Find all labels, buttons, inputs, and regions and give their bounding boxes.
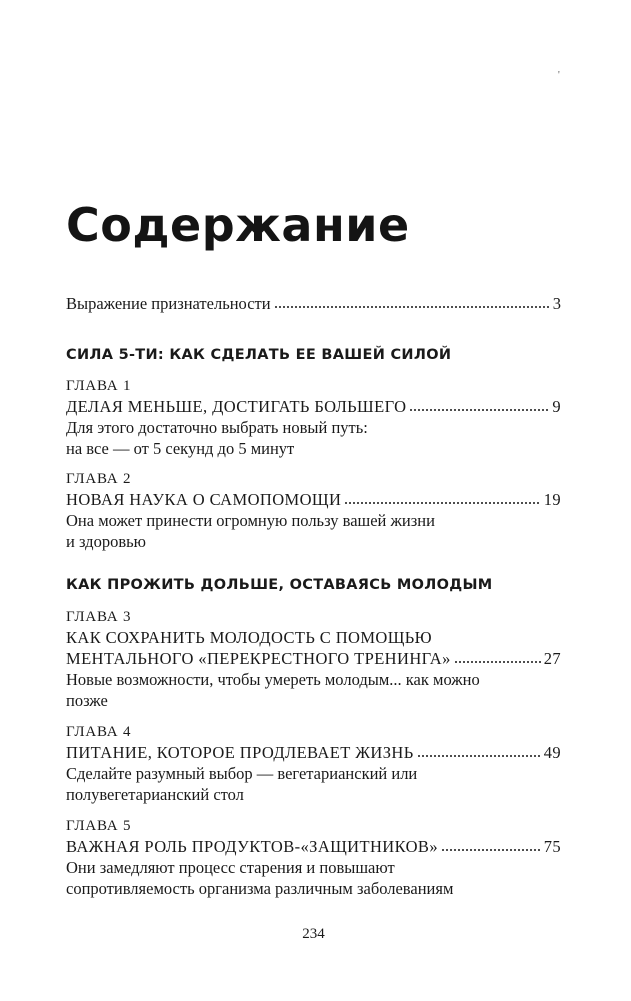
section-heading: КАК ПРОЖИТЬ ДОЛЬШЕ, ОСТАВАЯСЬ МОЛОДЫМ (66, 577, 493, 593)
chapter-description-line: сопротивляемость организма различным заболеваниям (66, 879, 454, 898)
toc-page-number: 27 (543, 649, 561, 668)
chapter-description-line: Сделайте разумный выбор — вегетарианский или (66, 764, 418, 783)
section-heading: СИЛА 5-ТИ: КАК СДЕЛАТЬ ЕЕ ВАШЕЙ СИЛОЙ (66, 347, 452, 363)
chapter-description-line: Новые возможности, чтобы умереть молодым... как можно (66, 670, 480, 689)
chapter-description-line: Она может принести огромную пользу вашей жизни (66, 511, 435, 530)
dot-leader (344, 491, 540, 505)
chapter-label: ГЛАВА 1 (66, 378, 132, 394)
chapter-description-line: Для этого достаточно выбрать новый путь: (66, 418, 368, 437)
toc-entry-acknowledgements[interactable] (66, 293, 561, 314)
stray-mark: ' (558, 70, 560, 81)
chapter-description-line: полувегетарианский стол (66, 785, 244, 804)
toc-page-number: 19 (543, 490, 561, 509)
chapter-description-line: позже (66, 691, 108, 710)
toc-chapter-2[interactable] (66, 469, 561, 552)
toc-chapter-1[interactable] (66, 376, 561, 459)
dot-leader (409, 398, 549, 412)
dot-leader (417, 744, 541, 758)
chapter-title: ПИТАНИЕ, КОТОРОЕ ПРОДЛЕВАЕТ ЖИЗНЬ (66, 743, 414, 762)
chapter-title: МЕНТАЛЬНОГО «ПЕРЕКРЕСТНОГО ТРЕНИНГА» (66, 649, 451, 668)
toc-page-number: 49 (543, 743, 561, 762)
chapter-title: КАК СОХРАНИТЬ МОЛОДОСТЬ С ПОМОЩЬЮ (66, 628, 433, 647)
chapter-description-line: и здоровью (66, 532, 146, 551)
dot-leader (454, 650, 541, 664)
toc-page-number: 3 (552, 294, 561, 313)
chapter-description-line: Они замедляют процесс старения и повышают (66, 858, 395, 877)
chapter-label: ГЛАВА 3 (66, 609, 132, 625)
chapter-label: ГЛАВА 2 (66, 471, 132, 487)
chapter-title: ДЕЛАЯ МЕНЬШЕ, ДОСТИГАТЬ БОЛЬШЕГО (66, 397, 407, 416)
toc-chapter-3[interactable] (66, 607, 561, 711)
chapter-title: НОВАЯ НАУКА О САМОПОМОЩИ (66, 490, 342, 509)
toc-chapter-4[interactable] (66, 722, 561, 805)
toc-chapter-5[interactable] (66, 816, 561, 899)
chapter-title: ВАЖНАЯ РОЛЬ ПРОДУКТОВ-«ЗАЩИТНИКОВ» (66, 837, 438, 856)
dot-leader (274, 295, 550, 309)
toc-page-number: 75 (543, 837, 561, 856)
dot-leader (441, 838, 541, 852)
toc-entry-text: Выражение признательности (66, 294, 271, 313)
page-number: 234 (302, 926, 325, 942)
chapter-label: ГЛАВА 5 (66, 818, 132, 834)
toc-page (66, 0, 561, 1001)
chapter-label: ГЛАВА 4 (66, 724, 132, 740)
toc-page-number: 9 (552, 397, 561, 416)
page-title: Содержание (66, 198, 410, 252)
chapter-description-line: на все — от 5 секунд до 5 минут (66, 439, 295, 458)
